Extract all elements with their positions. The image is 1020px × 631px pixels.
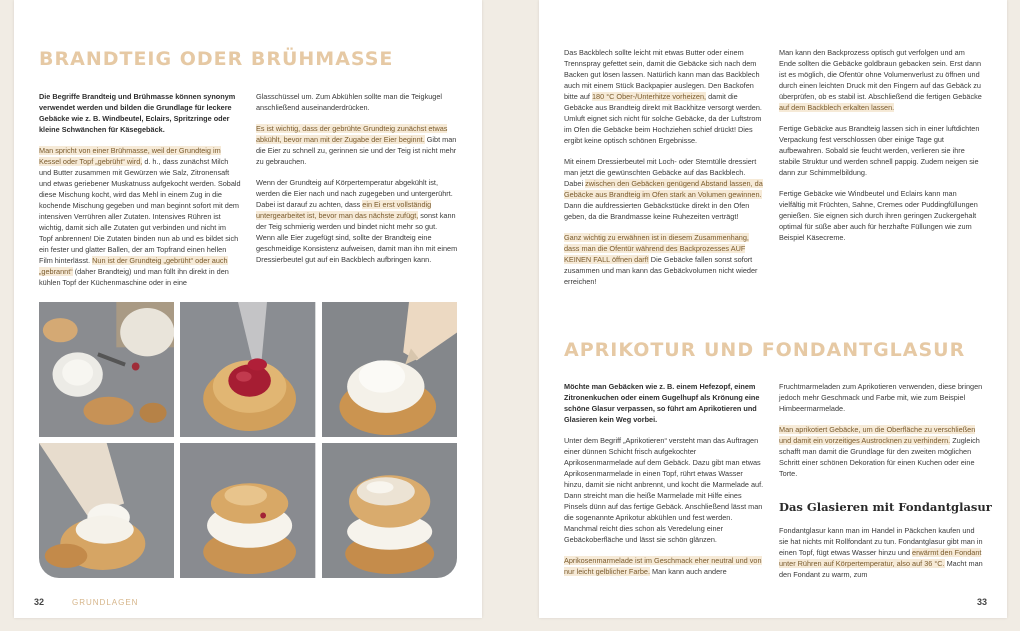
- right-column-1: [564, 47, 764, 297]
- photo-2: [180, 302, 315, 437]
- highlighted-text: zwischen den Gebäcken genügend Abstand lassen, da Gebäcke aus Brandteig im Ofen stark an Volumen gewinnen.: [564, 179, 763, 199]
- right-column-2: [779, 47, 983, 253]
- left-column-1: [39, 91, 241, 298]
- photo-1: [39, 302, 174, 437]
- highlighted-text: Aprikosenmarmelade ist im Geschmack eher neutral und von nur leicht gelblicher Farbe.: [564, 556, 762, 576]
- text-run: Die Gebäcke fallen sonst sofort zusammen und man kann das Gebäckvolumen nicht wieder erreichen!: [564, 255, 758, 286]
- page-number-left: 32: [34, 597, 45, 607]
- highlighted-text: Man aprikotiert Gebäcke, um die Oberfläche zu verschließen und damit ein vorzeitiges Austrocknen zu verhindern.: [779, 425, 976, 445]
- paragraph: [564, 47, 764, 146]
- photo-grid: [39, 302, 457, 578]
- paragraph: [564, 232, 764, 287]
- photo-5: [180, 443, 315, 578]
- right-column-4: [779, 381, 983, 489]
- highlighted-text: auf dem Backblech erkalten lassen.: [779, 103, 895, 112]
- photo-6: [322, 443, 457, 578]
- section-heading-aprikotur: APRIKOTUR UND FONDANTGLASUR: [564, 339, 966, 361]
- text-run: Mit einem Dressierbeutel mit Loch- oder Sterntülle dressiert man jetzt die gewünschten Gebäcke auf das Backblech. Dabei: [564, 157, 757, 188]
- right-page: [539, 0, 1007, 618]
- highlighted-text: 180 °C Ober-/Unterhitze vorheizen,: [592, 92, 707, 101]
- text-run: Macht man den Fondant zu warm, zum: [779, 559, 983, 579]
- paragraph: [256, 123, 458, 167]
- text-run: Fertige Gebäcke wie Windbeutel und Eclairs kann man vielfältig mit Früchten, Sahne, Cremes oder Puddingfüllungen genießen. Sie eignen sich durch ihren geringen Zuckergehalt optimal für süße aber auch für herzhafte Füllungen wie zum Beispiel Käsecreme.: [779, 189, 978, 242]
- highlighted-text: Man spricht von einer Brühmasse, weil der Grundteig im Kessel oder Topf „gebrüht“ wird,: [39, 146, 221, 166]
- text-run: Wenn der Grundteig auf Körpertemperatur abgekühlt ist, werden die Eier nach und nach zugegeben und untergerührt. Dabei ist darauf zu achten, dass: [256, 178, 453, 209]
- paragraph: [256, 177, 458, 265]
- text-run: Gibt man die Eier zu schnell zu, gerinnen sie und der Teig ist nicht mehr zu gebrauchen.: [256, 135, 457, 166]
- paragraph: [39, 91, 241, 135]
- left-column-2: [256, 91, 458, 275]
- paragraph: [564, 156, 764, 222]
- text-run: Glasschüssel um. Zum Abkühlen sollte man die Teigkugel anschließend auseinanderdrücken.: [256, 92, 443, 112]
- highlighted-text: ein Ei erst vollständig untergearbeitet ist, bevor man das nächste zufügt,: [256, 200, 432, 220]
- text-run: (daher Brandteig) und man füllt ihn direkt in den kühlen Topf der Küchenmaschine oder in eine: [39, 267, 229, 287]
- text-run: Zugleich schafft man damit die Grundlage für den zweiten möglichen Schritt einer schönen Dekoration für einen Kuchen oder eine Torte.: [779, 436, 980, 478]
- text-run: Unter dem Begriff „Aprikotieren“ versteht man das Auftragen einer dünnen Schicht frisch aufgekochter Aprikosenmarmelade auf dem Gebäck. Dazu gibt man etwas Aprikosenmarmelade in einen Topf, rührt etwas Wasser hinzu, damit sie nicht anbrennt, und kocht die Marmelade auf. Dann streicht man die heiße Marmelade mit Hilfe eines Pinsels dünn auf das fertige Gebäck. Anschließend lässt man die sogenannte Aprikotur abkühlen und fest werden. Manchmal reicht dies schon als Veredelung einer Gebäckoberfläche und lässt sie schön glänzen.: [564, 436, 764, 544]
- page-number-right: 33: [976, 597, 987, 607]
- text-run: Dann die aufdressierten Gebäckstücke direkt in den Ofen geben, da die Brandmasse keine Ruhezeiten verträgt!: [564, 201, 750, 221]
- text-run: damit die Gebäcke aus Brandteig direkt mit Backhitze versorgt werden. Umluft eignet sich nicht für solche Gebäcke, da der Luftstrom im Ofen die Gebäcke beim Hochziehen schief drückt! Dies ergibt keine optisch schönen Ergebnisse.: [564, 92, 762, 145]
- highlighted-text: Es ist wichtig, dass der gebrühte Grundteig zunächst etwas abkühlt, bevor man mit der Zugabe der Eier beginnt.: [256, 124, 448, 144]
- text-run: Man kann den Backprozess optisch gut verfolgen und am Ende sollten die Gebäcke goldbraun gebacken sein. Erst dann ist es möglich, die Ofentür ohne Volumenverlust zu öffnen und durch einen leichten Druck mit den Fingern auf das Gebäck zu überprüfen, ob es stabil ist. Abschließend die fertigen Gebäcke: [779, 48, 982, 101]
- photo-4: [39, 443, 174, 578]
- highlighted-text: Nun ist der Grundteig „gebrüht“ oder auch „gebrannt“: [39, 256, 228, 276]
- right-column-3: [564, 381, 764, 587]
- highlighted-text: Ganz wichtig zu erwähnen ist in diesem Zusammenhang, dass man die Ofentür während des Backprozesses AUF KEINEN FALL öffnen darf!: [564, 233, 749, 264]
- text-run: Das Backblech sollte leicht mit etwas Butter oder einem Trennspray gefettet sein, damit die Gebäcke sich nach dem Backen gut lösen lassen. Natürlich kann man das Backblech auch mit einem Stück Backpapier auslegen. Den Backofen bitte auf: [564, 48, 760, 101]
- text-run: Fertige Gebäcke aus Brandteig lassen sich in einer luftdichten Verpackung fest verschlossen über einige Tage gut aufbewahren. Sobald sie feucht werden, verlieren sie ihre stabile Struktur und werden schnell pappig. Zudem neigen sie dann zur Schimmelbildung.: [779, 124, 980, 177]
- text-run: d. h., dass zunächst Milch und Butter zusammen mit Gewürzen wie Salz, Zitronensaft und etwas geriebener Muskatnuss aufgekocht werden. Sobald diese Mischung kocht, wird das Mehl in einem Zug in die kochende Mischung gegeben und man beginnt sofort mit dem intensiven Verrühren aller Zutaten. Intensives Rühren ist wichtig, damit sich alle Zutaten gut verbinden und nicht im Topf anbrennen! Die Zutaten binden nun ab und es bildet sich ein fester und glatter Ballen, der am Topfrand einen hellen Film hinterlässt.: [39, 157, 241, 265]
- highlighted-text: erwärmt den Fondant unter Rühren auf Körpertemperatur, also auf 36 °C.: [779, 548, 982, 568]
- photo-3: [322, 302, 457, 437]
- left-page: [14, 0, 482, 618]
- text-run: Die Begriffe Brandteig und Brühmasse können synonym verwendet werden und bilden die Grundlage für leckere Gebäcke wie z. B. Windbeutel, Eclairs, Spritzringe oder kleine Schwänchen für Käsegebäck.: [39, 92, 236, 134]
- paragraph: [779, 525, 983, 580]
- paragraph: [256, 91, 458, 113]
- text-run: Möchte man Gebäcken wie z. B. einem Hefezopf, einem Zitronenkuchen oder einem Gugelhupf als Krönung eine schöne Glasur verpassen, so führt am Aprikotieren und Glasieren kein Weg vorbei.: [564, 382, 760, 424]
- paragraph: [564, 555, 764, 577]
- paragraph: [779, 424, 983, 479]
- subheading-fondant: Das Glasieren mit Fondantglasur: [779, 500, 992, 514]
- section-heading-brandteig: BRANDTEIG ODER BRÜHMASSE: [39, 48, 394, 70]
- running-head: GRUNDLAGEN: [72, 598, 139, 607]
- paragraph: [779, 381, 983, 414]
- text-run: Fruchtmarmeladen zum Aprikotieren verwenden, diese bringen jedoch mehr Geschmack und Farbe mit, wie zum Beispiel Himbeermarmelade.: [779, 382, 983, 413]
- paragraph: [779, 188, 983, 243]
- text-run: sonst kann der Teig schmierig werden und bindet nicht mehr so gut. Wenn alle Eier zugefügt sind, sollte der Brandteig eine geschmeidige Konsistenz aufweisen, damit man ihn mit einem Dressierbeutel gut auf ein Backblech aufbringen kann.: [256, 211, 458, 264]
- paragraph: [779, 47, 983, 113]
- paragraph: [39, 145, 241, 288]
- paragraph: [779, 123, 983, 178]
- text-run: Man kann auch andere: [649, 567, 727, 576]
- right-column-4b: [779, 525, 983, 590]
- paragraph: [564, 381, 764, 425]
- text-run: Fondantglasur kann man im Handel in Päckchen kaufen und sie hat nichts mit Rollfondant zu tun. Fondantglasur gibt man in einen Topf, fügt etwas Wasser hinzu und: [779, 526, 983, 557]
- paragraph: [564, 435, 764, 545]
